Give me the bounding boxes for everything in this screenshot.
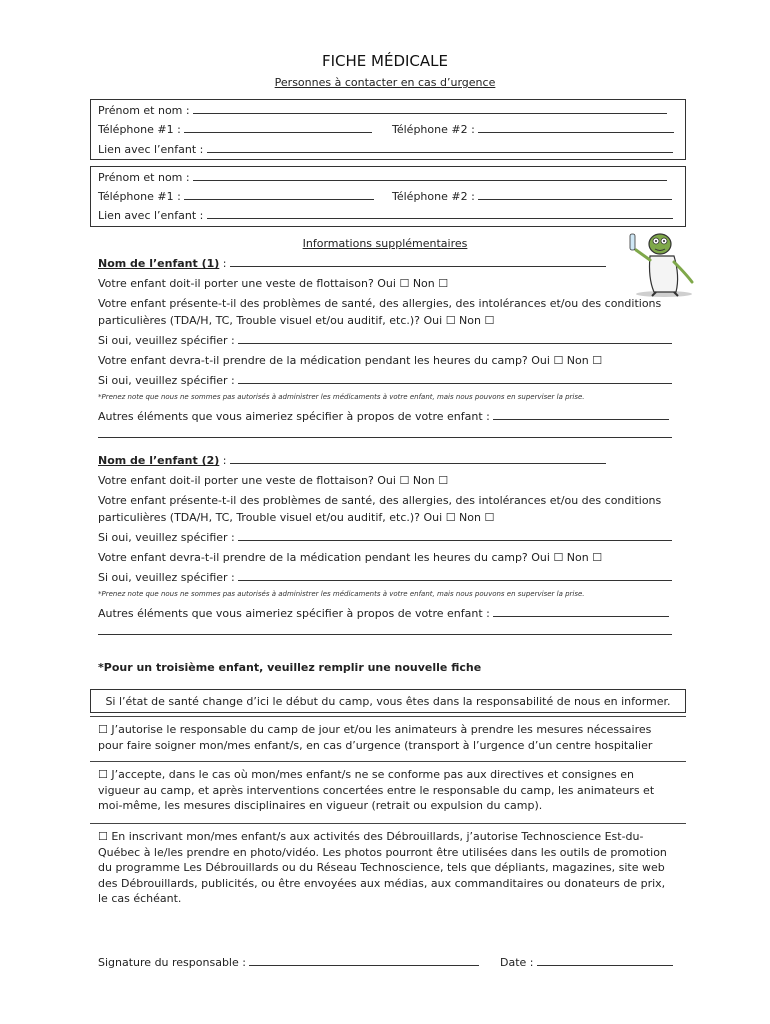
child-1-other-field[interactable]	[493, 410, 669, 420]
child-1-medication-specify-label: Si oui, veuillez spécifier :	[98, 374, 235, 387]
contact-1-relation-row	[98, 143, 673, 156]
child-2-medication-specify-label: Si oui, veuillez spécifier :	[98, 571, 235, 584]
child-2-other-field-line2[interactable]	[98, 625, 672, 635]
consent-discipline[interactable]: ☐ J’accepte, dans le cas où mon/mes enfant/s ne se conforme pas aux directives et consignes en vigueur au camp, et après interventions concertées entre le responsable du camp, les animateurs et moi-même, les mesures disciplinaires en vigueur (retrait ou expulsion du camp).	[98, 768, 655, 812]
page-title: FICHE MÉDICALE	[321, 52, 448, 70]
contact-1-relation-field[interactable]	[207, 143, 673, 153]
scientist-mascot-icon	[620, 226, 702, 298]
contact-2-phone1-field[interactable]	[184, 190, 374, 200]
child-2-health-question-line2[interactable]: particulières (TDA/H, TC, Trouble visuel et/ou auditif, etc.)? Oui ☐ Non ☐	[98, 511, 495, 524]
child-1-name-row	[98, 257, 606, 270]
divider	[90, 823, 686, 824]
contact-1-phone1-field[interactable]	[184, 123, 372, 133]
contact-1-phone-row	[98, 123, 372, 136]
contact-2-name-field[interactable]	[193, 171, 667, 181]
contact-2-name-row	[98, 171, 667, 184]
contact-1-phone2-label: Téléphone #2 :	[392, 123, 475, 136]
contact-2-phone2-label: Téléphone #2 :	[392, 190, 475, 203]
consent-photo[interactable]: ☐ En inscrivant mon/mes enfant/s aux activités des Débrouillards, j’autorise Technoscience Est-du-Québec à le/les prendre en photo/vidéo. Les photos pourront être utilisées dans les outils de promotion du programme Les Débrouillards ou du Réseau Technoscience, tels que dépliants, magazines, site web des Débrouillards, publicités, ou être envoyées aux médias, aux commanditaires ou donateurs de prix, le cas échéant.	[98, 830, 667, 905]
contact-1-phone2-row	[392, 123, 674, 136]
child-2-medication-specify-row	[98, 571, 672, 584]
contact-2-phone2-field[interactable]	[478, 190, 672, 200]
child-1-medication-note: *Prenez note que nous ne sommes pas autorisés à administrer les médicaments à votre enfant, mais nous pouvons en superviser la prise.	[98, 393, 585, 401]
contact-2-relation-label: Lien avec l’enfant :	[98, 209, 204, 222]
divider	[90, 761, 686, 762]
signature-label: Signature du responsable :	[98, 956, 246, 969]
page-subtitle: Personnes à contacter en cas d’urgence	[274, 76, 496, 89]
contact-1-relation-label: Lien avec l’enfant :	[98, 143, 204, 156]
contact-1-phone2-field[interactable]	[478, 123, 674, 133]
child-2-other-label: Autres éléments que vous aimeriez spécifier à propos de votre enfant :	[98, 607, 490, 620]
child-1-other-row	[98, 410, 669, 423]
child-1-colon: :	[222, 257, 227, 270]
contact-1-name-row	[98, 104, 667, 117]
contact-1-phone1-label: Téléphone #1 :	[98, 123, 181, 136]
child-2-other-field[interactable]	[493, 607, 669, 617]
child-1-medication-question[interactable]: Votre enfant devra-t-il prendre de la médication pendant les heures du camp? Oui ☐ Non ☐	[98, 354, 603, 367]
child-1-health-specify-row	[98, 334, 672, 347]
contact-2-relation-field[interactable]	[207, 209, 673, 219]
info-title: Informations supplémentaires	[302, 237, 468, 250]
date-label: Date :	[500, 956, 534, 969]
child-1-medication-specify-row	[98, 374, 672, 387]
child-2-vest-question[interactable]: Votre enfant doit-il porter une veste de flottaison? Oui ☐ Non ☐	[98, 474, 449, 487]
child-2-health-specify-field[interactable]	[238, 531, 672, 541]
child-1-other-field-line2[interactable]	[98, 428, 672, 438]
contact-2-name-label: Prénom et nom :	[98, 171, 190, 184]
signature-field[interactable]	[249, 956, 479, 966]
child-2-other-row	[98, 607, 669, 620]
child-2-name-label: Nom de l’enfant (2)	[98, 454, 220, 467]
signature-row	[98, 956, 479, 969]
child-2-name-field[interactable]	[230, 454, 606, 464]
contact-1-name-label: Prénom et nom :	[98, 104, 190, 117]
date-row	[500, 956, 673, 969]
child-1-health-specify-field[interactable]	[238, 334, 672, 344]
child-1-medication-specify-field[interactable]	[238, 374, 672, 384]
child-1-vest-question[interactable]: Votre enfant doit-il porter une veste de flottaison? Oui ☐ Non ☐	[98, 277, 449, 290]
consent-emergency-care[interactable]: ☐ J’autorise le responsable du camp de jour et/ou les animateurs à prendre les mesures nécessaires pour faire soigner mon/mes enfant/s, en cas d’urgence (transport à l’urgence d’un centre hospitalier	[98, 723, 653, 752]
child-2-colon: :	[222, 454, 227, 467]
contact-2-phone2-row	[392, 190, 672, 203]
child-2-health-specify-label: Si oui, veuillez spécifier :	[98, 531, 235, 544]
health-notice-text: Si l’état de santé change d’ici le début du camp, vous êtes dans la responsabilité de nous en informer.	[105, 695, 671, 708]
contact-2-phone-row	[98, 190, 374, 203]
child-1-health-question-line1: Votre enfant présente-t-il des problèmes de santé, des allergies, des intolérances et/ou des conditions	[98, 297, 662, 310]
child-2-health-question-line1: Votre enfant présente-t-il des problèmes de santé, des allergies, des intolérances et/ou des conditions	[98, 494, 662, 507]
child-2-name-row	[98, 454, 606, 467]
contact-1-name-field[interactable]	[193, 104, 667, 114]
child-1-health-specify-label: Si oui, veuillez spécifier :	[98, 334, 235, 347]
child-1-health-question-line2[interactable]: particulières (TDA/H, TC, Trouble visuel et/ou auditif, etc.)? Oui ☐ Non ☐	[98, 314, 495, 327]
child-2-medication-note: *Prenez note que nous ne sommes pas autorisés à administrer les médicaments à votre enfant, mais nous pouvons en superviser la prise.	[98, 590, 585, 598]
third-child-notice: *Pour un troisième enfant, veuillez remplir une nouvelle fiche	[98, 661, 482, 674]
child-1-other-label: Autres éléments que vous aimeriez spécifier à propos de votre enfant :	[98, 410, 490, 423]
child-1-name-field[interactable]	[230, 257, 606, 267]
date-field[interactable]	[537, 956, 673, 966]
contact-2-relation-row	[98, 209, 673, 222]
child-2-medication-question[interactable]: Votre enfant devra-t-il prendre de la médication pendant les heures du camp? Oui ☐ Non ☐	[98, 551, 603, 564]
child-2-health-specify-row	[98, 531, 672, 544]
child-2-medication-specify-field[interactable]	[238, 571, 672, 581]
contact-2-phone1-label: Téléphone #1 :	[98, 190, 181, 203]
child-1-name-label: Nom de l’enfant (1)	[98, 257, 220, 270]
divider	[90, 716, 686, 717]
